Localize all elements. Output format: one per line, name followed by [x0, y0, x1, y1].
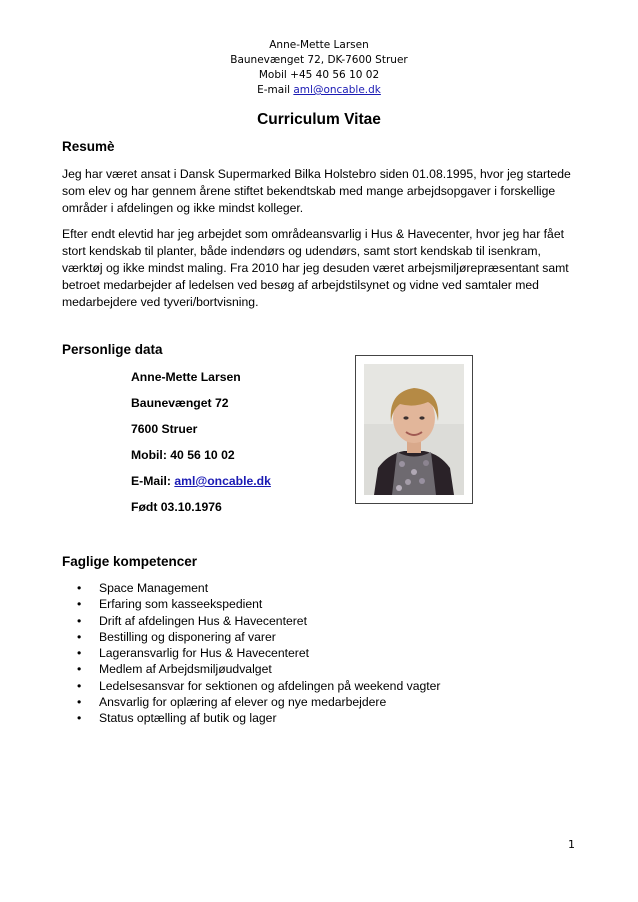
personal-data-heading: Personlige data — [62, 342, 163, 357]
list-item: • Ansvarlig for oplæring af elever og nye medarbejdere — [62, 694, 440, 710]
profile-photo — [364, 364, 464, 495]
resume-heading: Resumè — [62, 139, 115, 154]
contact-header — [0, 38, 638, 98]
header-email-line — [0, 83, 638, 98]
header-address: Baunevænget 72, DK-7600 Struer — [230, 54, 408, 66]
list-item: • Medlem af Arbejdsmiljøudvalget — [62, 661, 440, 677]
personal-name: Anne-Mette Larsen — [131, 370, 241, 384]
document-title: Curriculum Vitae — [257, 111, 381, 128]
list-item: • Lageransvarlig for Hus & Havecenteret — [62, 645, 440, 661]
header-email-link[interactable]: aml@oncable.dk — [293, 84, 381, 96]
list-item: • Space Management — [62, 580, 440, 596]
personal-email-line — [131, 474, 271, 488]
personal-email-label: E-Mail: — [131, 474, 175, 488]
profile-photo-frame — [355, 355, 473, 504]
skills-heading: Faglige kompetencer — [62, 554, 198, 569]
list-item: • Erfaring som kasseekspedient — [62, 596, 440, 612]
resume-paragraph-2: Efter endt elevtid har jeg arbejdet som områdeansvarlig i Hus & Havecenter, hvor jeg har fået stort kendskab til planter, både indendørs og udendørs, samt stort kendskab til isenkram, værktøj og ikke mindst maling. Fra 2010 har jeg desuden været arbejsmiljørepræsentant samt betroet medarbejder af ledelsen ved besøg af arbejdstilsynet og vidne ved samtaler med medarbejdere ved tyveri/bortvisning. — [62, 227, 569, 309]
list-item: • Ledelsesansvar for sektionen og afdelingen på weekend vagter — [62, 678, 440, 694]
header-name: Anne-Mette Larsen — [269, 39, 369, 51]
list-item: • Bestilling og disponering af varer — [62, 629, 440, 645]
personal-street: Baunevænget 72 — [131, 396, 229, 410]
header-email-prefix: E-mail — [257, 84, 294, 96]
personal-mobile: Mobil: 40 56 10 02 — [131, 448, 235, 462]
list-item: • Drift af afdelingen Hus & Havecenteret — [62, 613, 440, 629]
header-phone: Mobil +45 40 56 10 02 — [258, 69, 380, 81]
resume-paragraph-1: Jeg har været ansat i Dansk Supermarked Bilka Holstebro siden 01.08.1995, hvor jeg startede som elev og har gennem årene stiftet bekendtskab med mange arbejdsopgaver i forskellige områder i afdelingen og ikke mindst kolleger. — [62, 167, 571, 215]
list-item: • Status optælling af butik og lager — [62, 710, 440, 726]
personal-birthdate: Født 03.10.1976 — [131, 500, 222, 514]
personal-email-link[interactable]: aml@oncable.dk — [174, 474, 271, 488]
page-number: 1 — [568, 838, 575, 851]
personal-city: 7600 Struer — [131, 422, 198, 436]
skills-list — [62, 580, 440, 727]
